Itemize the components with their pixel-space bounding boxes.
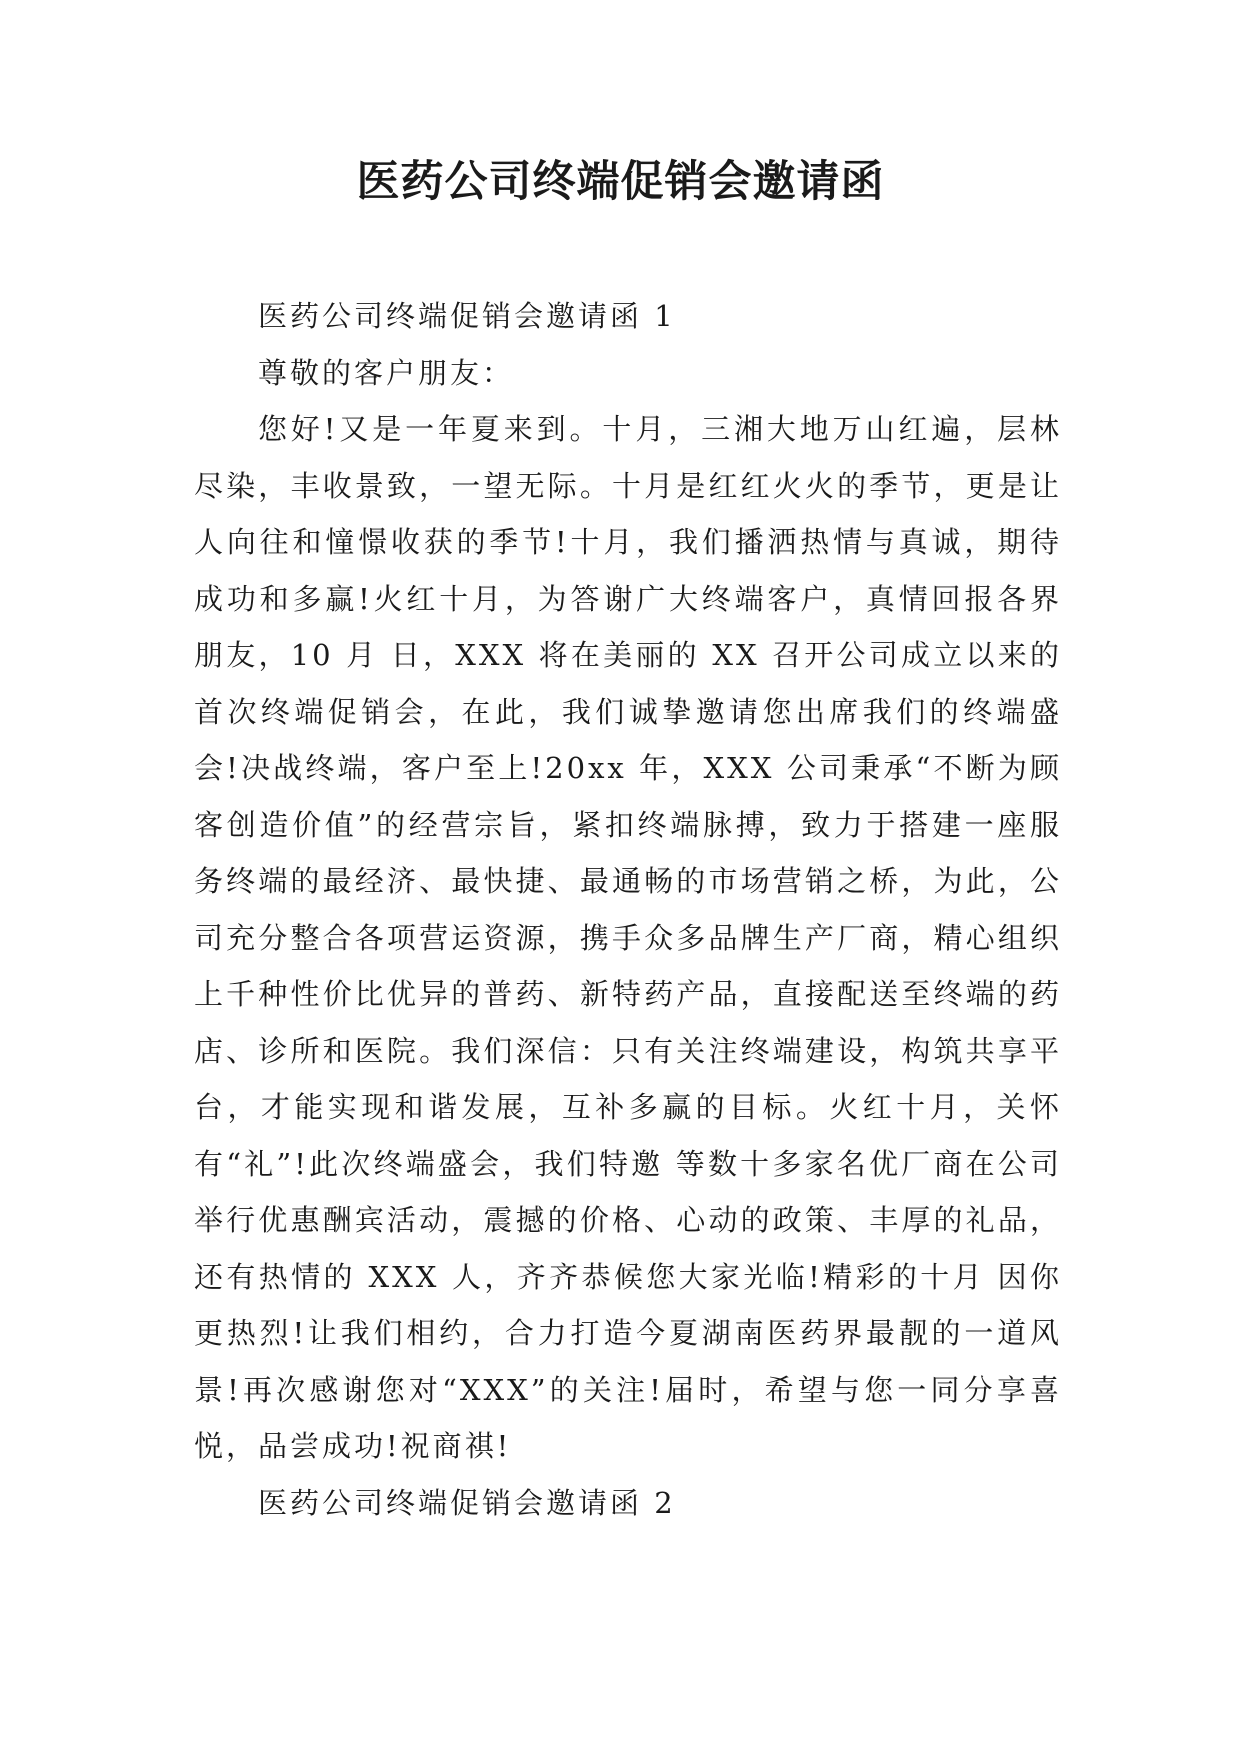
salutation: 尊敬的客户朋友： [258, 355, 515, 390]
document-body [194, 288, 1062, 1531]
body-paragraph: 您好!又是一年夏来到。十月，三湘大地万山红遍，层林尽染，丰收景致，一望无际。十月是红红火火的季节，更是让人向往和憧憬收获的季节!十月，我们播洒热情与真诚，期待成功和多赢!火红十月，为答谢广大终端客户，真情回报各界朋友，10 月 日，XXX 将在美丽的 XX 召开公司成立以来的首次终端促销会，在此，我们诚挚邀请您出席我们的终端盛会!决战终端，客户至上!20xx 年，XXX 公司秉承“不断为顾客创造价值”的经营宗旨，紧扣终端脉搏，致力于搭建一座服务终端的最经济、最快捷、最通畅的市场营销之桥，为此，公司充分整合各项营运资源，携手众多品牌生产厂商，精心组织上千种性价比优异的普药、新特药产品，直接配送至终端的药店、诊所和医院。我们深信：只有关注终端建设，构筑共享平台，才能实现和谐发展，互补多赢的目标。火红十月，关怀有“礼”!此次终端盛会，我们特邀 等数十多家名优厂商在公司举行优惠酬宾活动，震撼的价格、心动的政策、丰厚的礼品，还有热情的 XXX 人，齐齐恭候您大家光临!精彩的十月 因你更热烈!让我们相约，合力打造今夏湖南医药界最靓的一道风景!再次感谢您对“XXX”的关注!届时，希望与您一同分享喜悦，品尝成功!祝商祺! [194, 412, 1062, 1463]
section-heading-2: 医药公司终端促销会邀请函 2 [258, 1485, 676, 1520]
document-title: 医药公司终端促销会邀请函 [356, 157, 885, 207]
section-heading-1: 医药公司终端促销会邀请函 1 [258, 299, 676, 333]
